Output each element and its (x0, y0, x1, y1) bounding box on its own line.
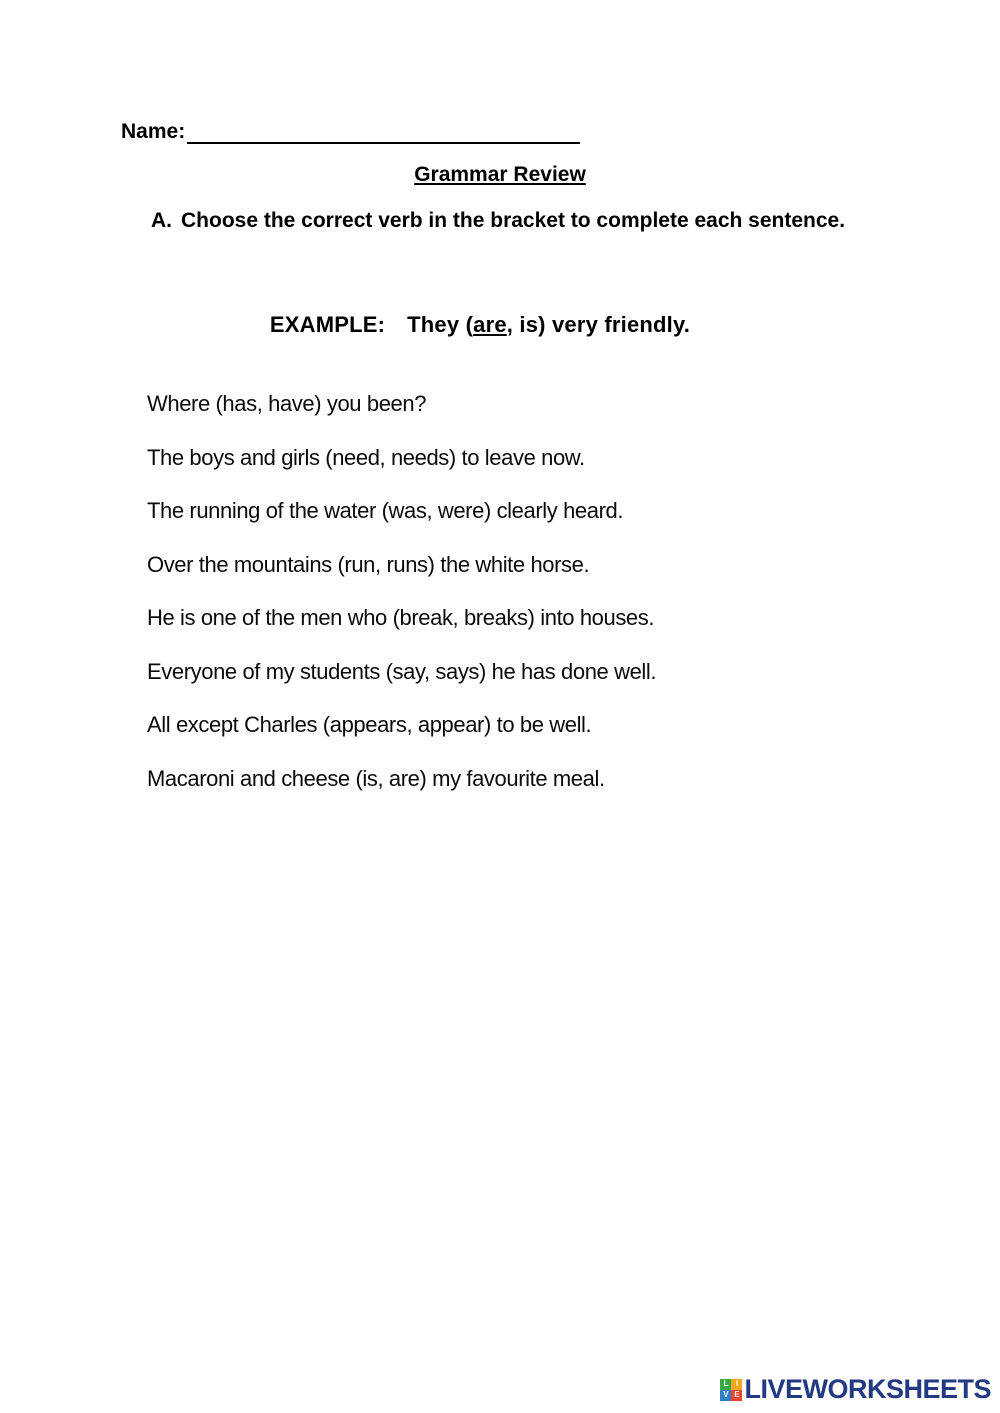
logo-icon-letter: L (720, 1379, 731, 1390)
instruction (151, 206, 851, 235)
logo-icon-letter: I (731, 1379, 742, 1390)
logo-icon-letter: V (720, 1390, 731, 1401)
sentence-item: The running of the water (was, were) clearly heard. (147, 498, 624, 523)
liveworksheets-logo (720, 1374, 991, 1405)
example-sentence (0, 312, 960, 338)
sentence-item: All except Charles (appears, appear) to be well. (147, 712, 592, 737)
liveworksheets-logo-icon (720, 1379, 742, 1401)
example-answer: are (473, 312, 507, 337)
page-title: Grammar Review (414, 163, 586, 186)
name-label: Name: (121, 120, 186, 143)
sentence-item: Macaroni and cheese (is, are) my favourite meal. (147, 765, 605, 791)
example-label: EXAMPLE: (269, 312, 386, 337)
sentence-item: Over the mountains (run, runs) the white horse. (147, 551, 590, 577)
name-blank-line (187, 122, 580, 144)
logo-text: LIVEWORKSHEETS (744, 1374, 991, 1404)
instruction-text: Choose the correct verb in the bracket to complete each sentence. (181, 209, 846, 232)
example-prefix: They ( (407, 312, 474, 337)
example-suffix: , is) very friendly. (506, 312, 691, 337)
sentence-item: Everyone of my students (say, says) he has done well. (147, 658, 657, 684)
name-field (121, 120, 580, 144)
instruction-label: A. (151, 209, 172, 232)
sentence-item: He is one of the men who (break, breaks) into houses. (147, 605, 655, 630)
sentence-item: Where (has, have) you been? (147, 391, 427, 416)
sentence-list (147, 388, 656, 816)
logo-icon-letter: E (731, 1390, 742, 1401)
sentence-item: The boys and girls (need, needs) to leave now. (147, 444, 585, 470)
